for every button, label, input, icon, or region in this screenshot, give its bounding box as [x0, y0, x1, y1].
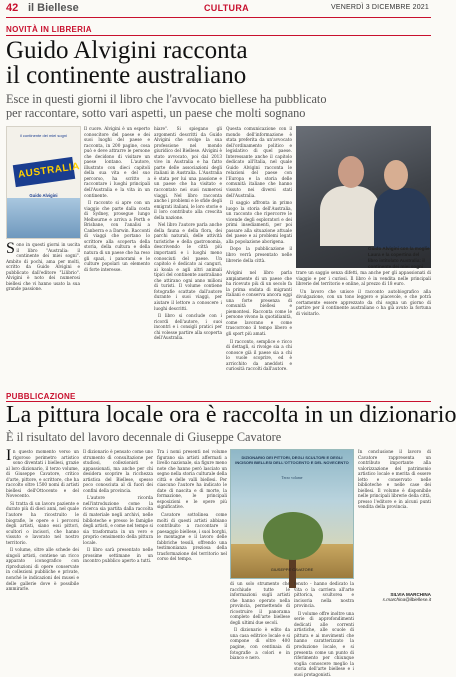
article2-col4	[230, 581, 290, 661]
article2-signature	[358, 592, 431, 602]
page-number: 42	[6, 2, 19, 14]
book2-title: DIZIONARIO DEI PITTORI, DEGLI SCULTORI E DEGLI INCISORI BIELLESI DELL'OTTOCENTO E DEL NOVECENTO	[235, 455, 349, 465]
article2-col2	[83, 449, 153, 607]
paragraph: di un solo strumento che racchiude tutte le informazioni sugli artisti che hanno operato nella provincia, permettendo di ricostruire il panorama completo dell'arte biellese degli ultimi due secoli.	[230, 581, 290, 625]
paragraph: L'autore ricorda nell'introduzione come la ricerca sia partita dalla raccolta di materiale negli archivi, nelle biblioteche e presso le famiglie degli artisti, e come nel tempo si sia trasformata in un vero e proprio censimento della pittura locale.	[83, 495, 153, 545]
article1-col1	[6, 126, 80, 384]
paragraph: n questo momento verso un rigoroso perimetro artistico sono diventati i biellesi, grazie al loro dizionario, il terzo volume, di Giuseppe Cavatore, critico d'arte, pittore, e scrittore, che ha raccolto oltre 1500 nomi di artisti biellesi dell'Ottocento e del Novecento.	[6, 449, 79, 499]
paragraph: Un lavoro che unisce il racconto autobiografico alla divulgazione, con un tono leggero e piacevole, e che potrà certamente essere apprezzato da chi sogna un giorno di partire per il continente australiano o ha già avuto la fortuna di visitarlo.	[296, 288, 431, 316]
paragraph: In conclusione il lavoro di Cavatore rappresenta un contributo importante alla valorizzazione del patrimonio artistico locale e merita di essere letto e conservato nelle biblioteche e nelle case dei biellesi. Il volume è disponibile nelle principali librerie della città, presso l'editore e in alcuni punti vendita della provincia.	[358, 449, 431, 510]
paragraph: Nel libro l'autore parla anche della fauna e della flora, dei parchi naturali, delle attività turistiche e della gastronomia, descrivendo le città più importanti e i luoghi meno conosciuti del paese. Un capitolo è dedicato ai canguri, ai koala e agli altri animali tipici del continente australiano che attirano ogni anno milioni di turisti. Il volume contiene fotografie scattate dall'autore durante i suoi viaggi, per aiutare il lettore a conoscere i luoghi descritti.	[154, 222, 222, 311]
article1-headline-line2: il continente australiano	[6, 62, 247, 89]
tree-image	[263, 512, 323, 560]
paragraph: Cavatore sottolinea come molti di questi artisti abbiano contribuito a raccontare il paesaggio biellese, i suoi borghi, le montagne e il lavoro delle fabbriche tessili, offrendo una testimonianza preziosa della trasformazione del territorio nel corso del tempo.	[157, 512, 227, 562]
paragraph: Il dizionario è edito da una casa editrice locale e si compone di oltre 400 pagine, con centinaia di fotografie a colori e in bianco e nero.	[230, 627, 290, 661]
article2-kicker: PUBBLICAZIONE	[6, 392, 76, 401]
paragraph: Il dizionario è pensato come uno strumento di consultazione per studiosi, collezionisti e appassionati, ma anche per chi desidera scoprire la ricchezza artistica del Biellese, spesso poco conosciuta al di fuori dei confini della provincia.	[83, 449, 153, 493]
book-cover-dizionario	[230, 449, 354, 579]
paragraph: Il volume offre inoltre una serie di approfondimenti dedicati alle correnti artistiche, alle scuole di pittura e ai movimenti che hanno caratterizzato la produzione locale, e si presenta come un punto di riferimento per chiunque voglia conoscere meglio la storia dell'arte biellese e i suoi protagonisti.	[294, 610, 354, 677]
paragraph: Questa comunicazione con il mondo dell'informazione è stata preferita da un'avvocato dell'ordinamento politico e legislativo di quel paese. Interessante anche il capitolo dedicato all'Italia, nel quale Guido Alvigini racconta le relazioni del paese con l'Europa e la storia delle comunità italiane che hanno vissuto nei diversi stati dell'Australia.	[226, 126, 292, 198]
paragraph: Il volume, oltre alle schede dei singoli artisti, contiene un ricco apparato iconografico con riproduzioni di opere conservate in collezioni pubbliche e private, nonché le indicazioni dei musei e delle gallerie dove è possibile ammirarle.	[6, 547, 79, 592]
book-cover-top-text: il continente dei miei sogni	[20, 133, 67, 138]
book-cover-author: Guido Alvigini	[29, 193, 58, 198]
article1-kicker: NOVITÀ IN LIBRERIA	[6, 25, 92, 34]
paragraph: Tra i nomi presenti nel volume figurano sia artisti affermati a livello nazionale, sia figure meno note che hanno però lasciato un segno nella storia culturale della città e delle valli biellesi. Per ciascuno l'autore ha indicato le date di nascita e di morte, la formazione, le principali esposizioni e le opere più significative.	[157, 449, 227, 510]
paragraph: ono in questi giorni in uscita il libro "Australia: il continente dei miei sogni". Ambito di pochi, ama per molti, scritto da Guido Alvigini e pubblicato dall'editore "Lilibrio". Alvigini è noto dei numerosi biellesi che vi hanno usato la sua grande passione.	[6, 242, 80, 292]
paragraph: tenuto - hanno dedicato la vita o la carriera all'arte pittorica, scultorea e incisoria nella nostra provincia.	[294, 581, 354, 609]
article1-col3	[154, 126, 222, 384]
book-cover-flag-text: AUSTRALIA	[17, 161, 81, 181]
article1-col6	[296, 270, 431, 384]
article1-subhead-line2: per raccontare, sotto vari aspetti, un paese che molti sognano	[6, 106, 306, 120]
paragraph: hiare". Si spiegano gli argomenti descritti da Guido Alvigini che svolge la sua professione nel mondo giuridico del Biellese. Alvigini è stato avvocato, poi dal 2013 vive in Australia e ha fatto parte delle associazioni degli italiani in Australia. L'Australia è stata per lui una passione e un paese che ha visitato e raccontato nei suoi numerosi viaggi. Nel libro racconta anche i problemi e le sfide degli emigrati italiani, le loro storie e il loro contributo alla crescita della nazione.	[154, 126, 222, 220]
dropcap: I	[6, 447, 12, 464]
paragraph: Il cuore. Alvigini è un esperto conoscitore del paese e dei suoi luoghi del paese e racconta, in 200 pagine, cosa può e deve attrarre le persone che decidono di visitare un paese lontano. L'autore, illustrato con dieci capitoli della sua vita e del suo percorso, ha scritto a raccontare i luoghi principali dell'Australia e la vita in un continente.	[84, 126, 150, 198]
author-email: s.marchina@ilbiellese.it	[382, 597, 431, 602]
article2-col3	[157, 449, 227, 607]
article1-col2	[84, 126, 150, 384]
article2-subhead: È il risultato del lavoro decennale di Giuseppe Cavatore	[6, 430, 282, 444]
paragraph: Si tratta di un lavoro paziente e durato più di dieci anni, nel quale l'autore ha ricostruito le biografie, le opere e i percorsi degli artisti, siano essi pittori, scultori o incisori, che hanno vissuto e lavorato nel nostro territorio.	[6, 500, 79, 545]
article1-col5	[226, 270, 292, 384]
dropcap: S	[6, 240, 15, 257]
paragraph: Il saggio affronta in primo luogo la storia dell'Australia, un racconto che ripercorre le vicende degli esploratori e dei primi insediamenti, per poi passare alla situazione attuale del paese e ai problemi legati alla popolazione aborigena.	[226, 200, 292, 244]
article2-col1	[6, 449, 79, 607]
page-header	[6, 0, 431, 18]
section-label: CULTURA	[204, 3, 249, 13]
paragraph: trare un saggio senza difetti, ma anche per gli appassionati di viaggio e per i curiosi. Il libro è in vendita nelle principali librerie del territorio e online, al prezzo di 18 euro.	[296, 270, 431, 287]
issue-date: VENERDÌ 3 DICEMBRE 2021	[331, 4, 429, 11]
book2-author: GIUSEPPE CAVATORE	[270, 567, 314, 572]
article1-headline-line1: Guido Alvigini racconta	[6, 37, 248, 64]
article2-headline: La pittura locale ora è raccolta in un dizionario	[6, 402, 456, 428]
paragraph: Alvigini nel libro parla ampiamente di un paese che ha ricevuto più di un secolo fa la prima ondata di migranti italiani e conserva ancora oggi una forte presenza di comunità biellesi e piemontesi. Racconta come le persone vivono la quotidianità, come lavorano e come trascorrono il tempo libero e gli sport più amati.	[226, 270, 292, 337]
paragraph: Il racconto si apre con un viaggio che parte dalla costa di Sydney, prosegue lungo Melbourne e arriva a Perth e Brisbane, con l'analisi a Canberra e a Darwin. Racconti di viaggi che portano lo scrittore alla scoperta della storia, della cultura e della natura di un paese che ha reso gli spazi, i panorami e le culture popolari un elemento di forte interesse.	[84, 200, 150, 272]
article1-subhead-line1: Esce in questi giorni il libro che l'avvocato biellese ha pubblicato	[6, 92, 327, 106]
article1-subhead	[6, 92, 431, 120]
author-name: SILVIA MARCHINA	[390, 592, 431, 597]
article2-col5	[294, 581, 354, 677]
photo-caption: Guido Alvigini con la moglie Laura e la copertina del libro intitolato Australia: il continente dei miei sogni	[368, 246, 430, 269]
paragraph: Il racconto, semplice e ricco di dettagli, si rivolge sia a chi conosce già il paese sia a chi lo vuole scoprire, ed è arricchito da aneddoti e curiosità raccolti dall'autore.	[226, 338, 292, 372]
paragraph: Il libro sarà presentato nelle prossime settimane in un incontro pubblico aperto a tutti.	[83, 547, 153, 564]
paragraph: Dopo la pubblicazione il libro verrà presentato nelle librerie della città.	[226, 246, 292, 263]
book2-subtitle: Terzo volume	[281, 476, 303, 480]
article2-col6	[358, 449, 431, 587]
newspaper-name: il Biellese	[28, 2, 79, 14]
article1-col4	[226, 126, 292, 268]
article1-rule	[6, 35, 431, 36]
paragraph: Il libro si conclude con i ricordi dell'autore, i suoi incontri e i consigli pratici per chi volesse partire alla scoperta dell'Australia.	[154, 313, 222, 341]
